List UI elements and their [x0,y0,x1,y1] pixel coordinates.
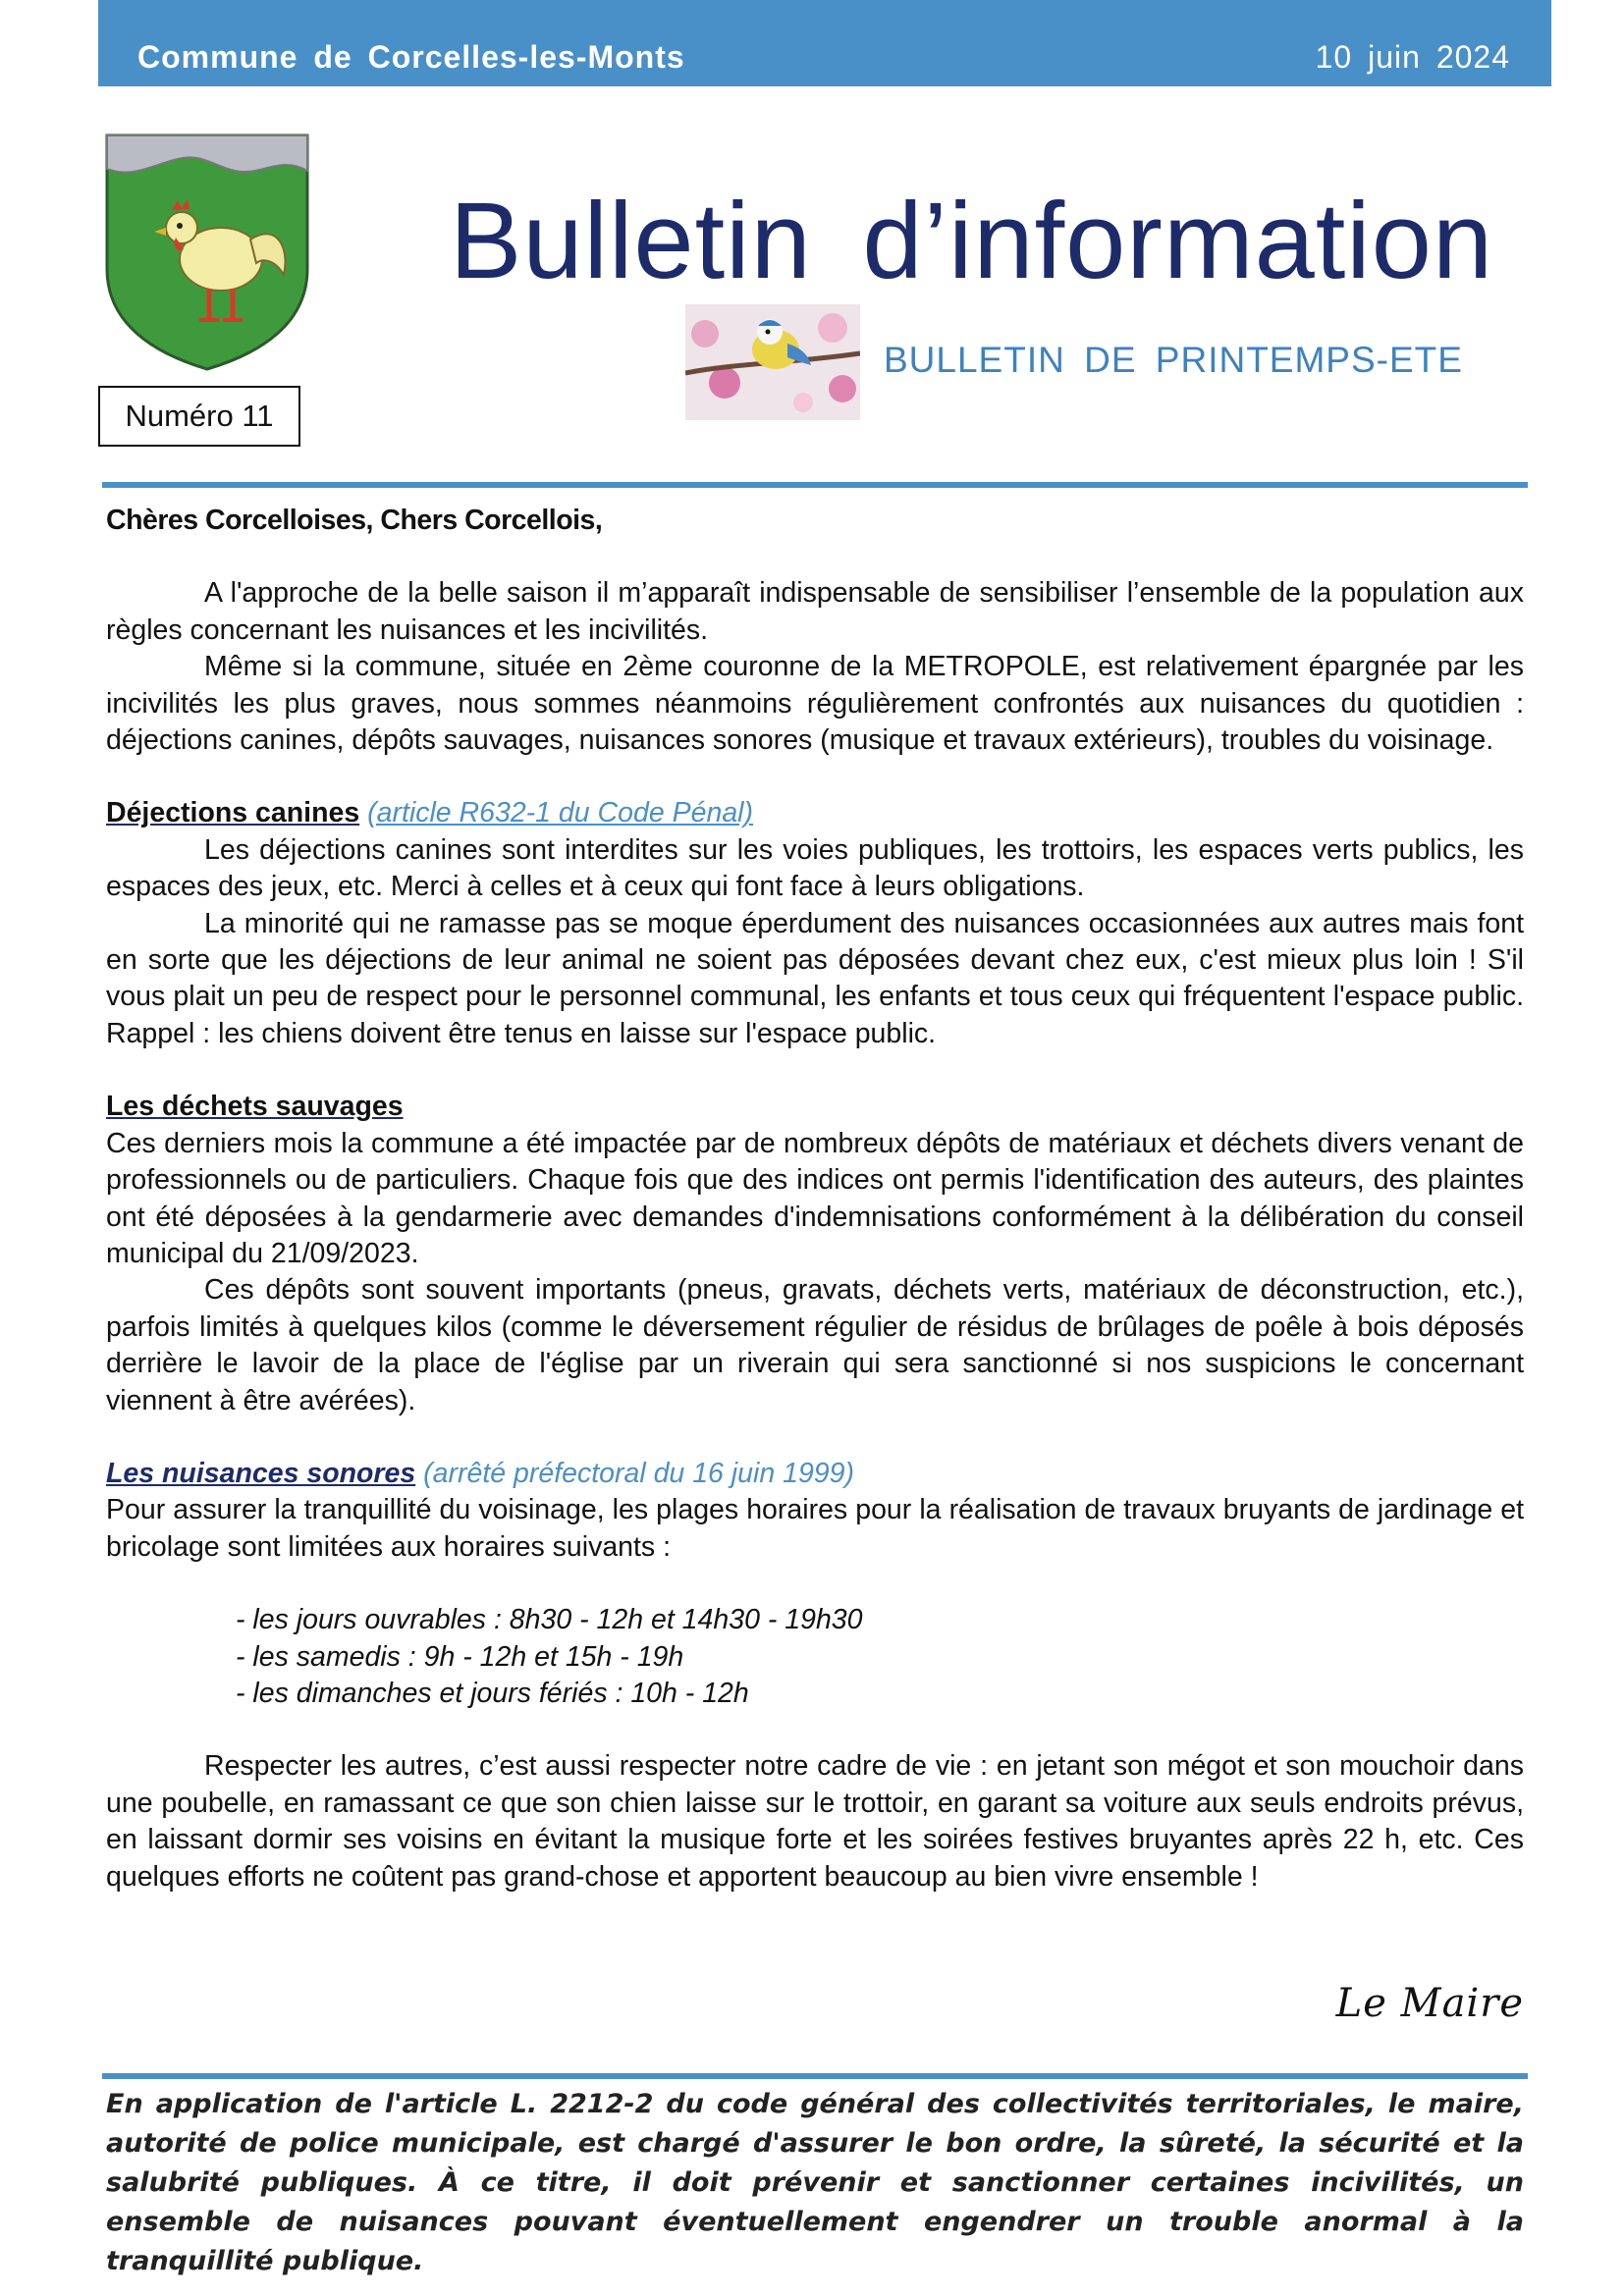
dejections-law-link[interactable]: (article R632-1 du Code Pénal) [367,797,753,829]
signature: Le Maire [1335,1981,1524,2026]
coat-of-arms-icon [103,132,311,371]
dejections-heading: Déjections canines [106,797,360,829]
legal-footer: En application de l'article L. 2212-2 du code général des collectivités territoriales, le maire, autorité de police municipale, est chargé d'assurer le bon ordre, la sûreté, la sécurité et la salubrité publiques. À ce titre, il doit prévenir et sanctionner certaines incivilités, un ensemble de nuisances pouvant éventuellement engendrer un trouble anormal à la tranquillité publique. [106,2089,1524,2276]
sonores-paragraph-1: Pour assurer la tranquillité du voisinage, les plages horaires pour la réalisation de travaux bruyants de jardinage et bricolage sont limitées aux horaires suivants : [106,1494,1524,1563]
salutation: Chères Corcelloises, Chers Corcellois, [106,505,603,536]
list-item: - les jours ouvrables : 8h30 - 12h et 14h30 - 19h30 [236,1604,863,1636]
issue-date: 10 juin 2024 [1315,39,1510,75]
section-heading-dejections [106,795,1524,831]
dejections-paragraph-1: Les déjections canines sont interdites sur les voies publiques, les trottoirs, les espaces verts publics, les espaces des jeux, etc. Merci à celles et à ceux qui font face à leurs obligations. [106,833,1524,903]
sonores-law-reference: (arrêté préfectoral du 16 juin 1999) [423,1457,854,1489]
intro-paragraph-2: Même si la commune, située en 2ème couronne de la METROPOLE, est relativement épargnée par les incivilités les plus graves, nous sommes néanmoins régulièrement confrontés aux nuisances du quotidien : déjections canines, dépôts sauvages, nuisances sonores (musique et travaux extérieurs), troubles du voisinage. [106,651,1524,757]
dechets-paragraph-1: Ces derniers mois la commune a été impactée par de nombreux dépôts de matériaux et déchets divers venant de professionnels ou de particuliers. Chaque fois que des indices ont permis l'identification des auteurs, des plaintes ont été déposées à la gendarmerie avec demandes d'indemnisations conformément à la délibération du conseil municipal du 21/09/2023. [106,1127,1524,1269]
dechets-heading: Les déchets sauvages [106,1091,404,1123]
footer-divider [102,2073,1528,2079]
list-item: - les samedis : 9h - 12h et 15h - 19h [236,1640,684,1673]
header-bar [98,0,1551,86]
dechets-paragraph-2: Ces dépôts sont souvent importants (pneus, gravats, déchets verts, matériaux de déconstruction, etc.), parfois limités à quelques kilos (comme le déversement régulier de résidus de brûlages de poêle à bois déposés derrière le lavoir de la place de l'église par un riverain qui sera sanctionné si nos suspicions le concernant viennent à être avérées). [106,1274,1524,1416]
blue-tit-photo-icon [685,304,860,420]
bulletin-subtitle: BULLETIN DE PRINTEMPS-ETE [884,340,1463,380]
hours-list [106,1602,1524,1712]
closing-paragraph: Respecter les autres, c’est aussi respecter notre cadre de vie : en jetant son mégot et son mouchoir dans une poubelle, en ramassant ce que son chien laisse sur le trottoir, en garant sa voiture aux seuls endroits prévus, en laissant dormir ses voisins en évitant la musique forte et les soirées festives bruyantes après 22 h, etc. Ces quelques efforts ne coûtent pas grand-chose et apportent beaucoup au bien vivre ensemble ! [106,1750,1524,1893]
list-item: - les dimanches et jours fériés : 10h - 12h [236,1677,749,1709]
section-heading-sonores [106,1456,1524,1492]
bulletin-body [106,503,1524,1896]
header-divider [102,482,1528,488]
issue-number: Numéro 11 [98,386,300,447]
intro-paragraph-1: A l'approche de la belle saison il m’apparaît indispensable de sensibiliser l’ensemble de la population aux règles concernant les nuisances et les incivilités. [106,577,1524,646]
dejections-paragraph-2: La minorité qui ne ramasse pas se moque éperdument des nuisances occasionnées aux autres mais font en sorte que les déjections de leur animal ne soient pas déposées devant chez eux, c'est mieux plus loin ! S'il vous plait un peu de respect pour le personnel communal, les enfants et tous ceux qui fréquentent l'espace public. Rappel : les chiens doivent être tenus en laisse sur l'espace public. [106,907,1524,1049]
sonores-heading: Les nuisances sonores [106,1457,416,1489]
commune-name: Commune de Corcelles-les-Monts [137,39,685,75]
page-title: Bulletin d’information [450,181,1494,301]
section-heading-dechets [106,1089,1524,1125]
